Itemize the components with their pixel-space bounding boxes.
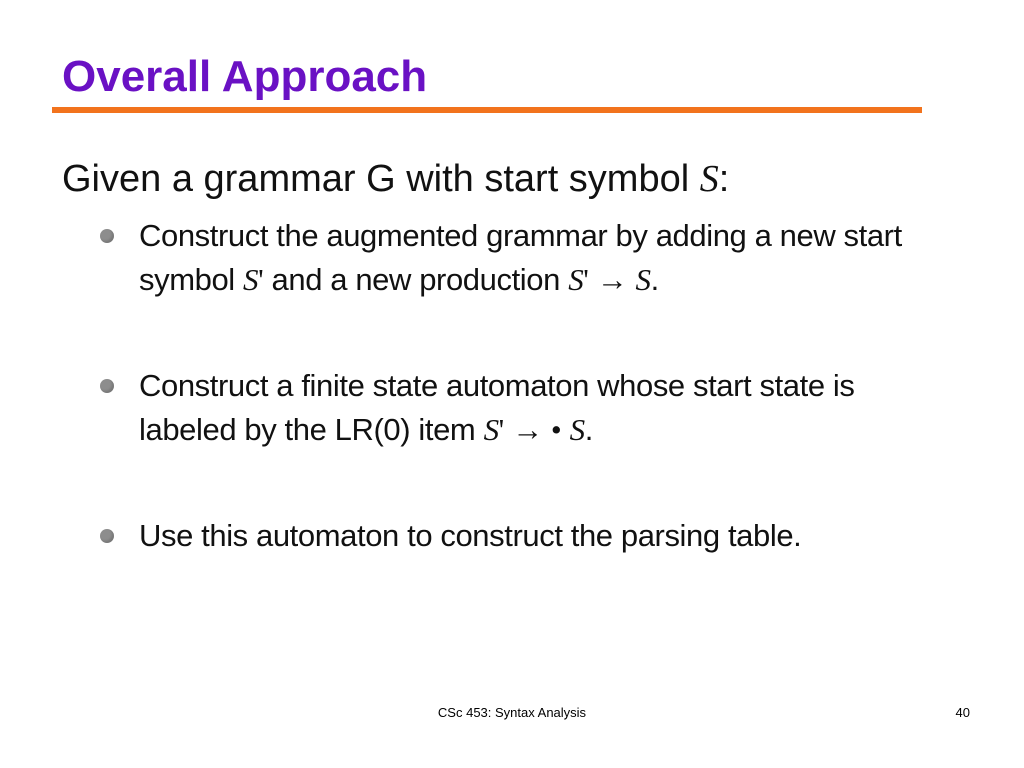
bullet-dot-icon	[100, 379, 114, 393]
bullet-line: labeled by the LR(0) item	[139, 412, 484, 447]
bullet-line: Construct a finite state automaton whose start state is	[139, 368, 855, 403]
arrow-icon: →	[596, 262, 628, 297]
slide-title: Overall Approach	[62, 52, 428, 101]
lead-statement	[62, 153, 729, 205]
bullet-line: and a new production	[263, 262, 569, 297]
title-underline	[52, 107, 922, 113]
lead-text: Given a grammar G with start symbol	[62, 158, 700, 200]
footer-page-number: 40	[955, 705, 970, 720]
math-symbol: S	[568, 262, 584, 297]
bullet-end: .	[650, 262, 659, 297]
bullet-end: .	[584, 412, 593, 447]
math-symbol: S	[635, 262, 651, 297]
bullet-text	[139, 364, 909, 452]
math-symbol: S	[483, 412, 499, 447]
math-prime: '	[258, 262, 264, 297]
footer-course-title: CSc 453: Syntax Analysis	[437, 705, 587, 720]
bullet-dot-icon	[100, 529, 114, 543]
bullet-text: Use this automaton to construct the parsing table.	[139, 518, 802, 553]
bullet-line: symbol	[139, 262, 244, 297]
bullet-line: Construct the augmented grammar by adding a new start	[139, 218, 902, 253]
item-dot-icon: •	[550, 412, 562, 447]
arrow-icon: →	[512, 412, 543, 447]
bullet-dot-icon	[100, 229, 114, 243]
start-symbol: S	[699, 158, 719, 200]
math-symbol: S	[243, 262, 259, 297]
bullet-text	[139, 214, 909, 302]
math-prime: '	[498, 412, 504, 447]
math-symbol: S	[569, 412, 585, 447]
lead-suffix: :	[718, 158, 730, 200]
math-prime: '	[583, 262, 589, 297]
